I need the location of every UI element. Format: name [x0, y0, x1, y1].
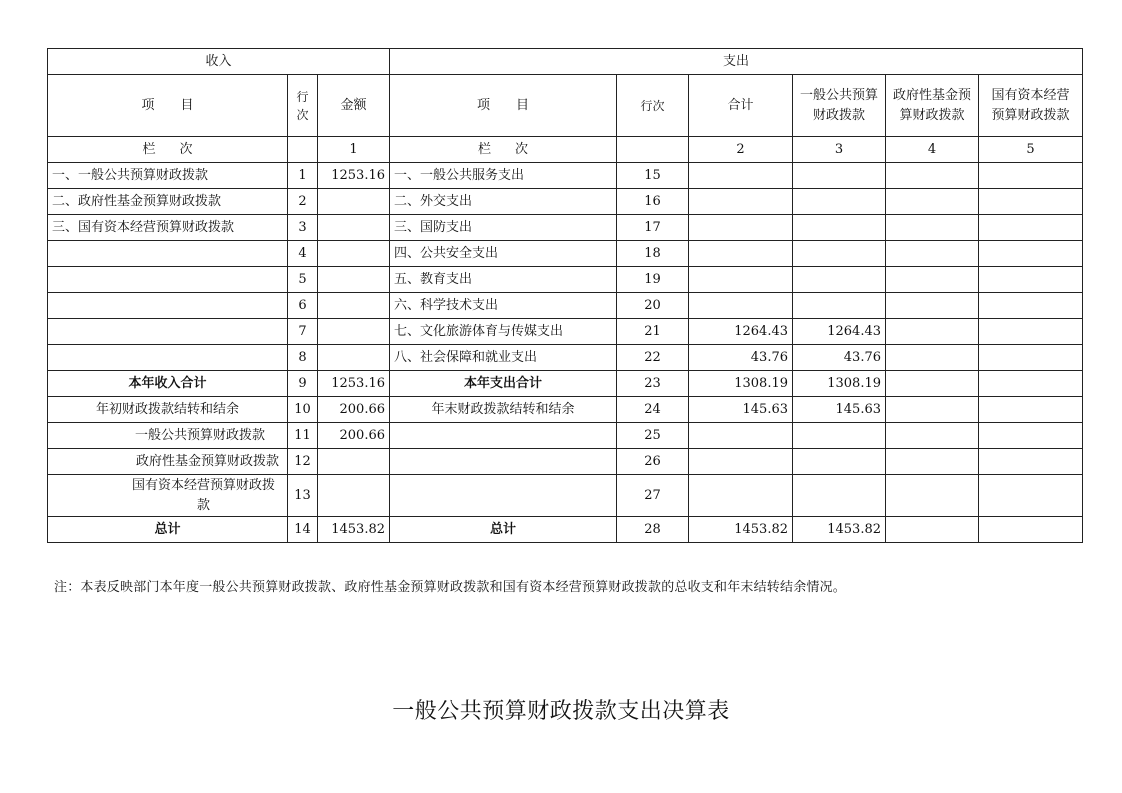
income-amount	[318, 345, 390, 371]
col-number-4: 4	[886, 137, 979, 163]
income-amount	[318, 215, 390, 241]
income-amount: 1253.16	[318, 371, 390, 397]
table-row	[48, 267, 1083, 293]
fund-budget-amount	[886, 241, 979, 267]
fund-budget-amount	[886, 449, 979, 475]
expense-item: 五、教育支出	[390, 267, 617, 293]
table-row	[48, 215, 1083, 241]
col-number-2: 2	[689, 137, 793, 163]
state-capital-amount	[979, 241, 1083, 267]
expense-item: 二、外交支出	[390, 189, 617, 215]
state-capital-amount	[979, 189, 1083, 215]
expense-total: 145.63	[689, 397, 793, 423]
income-row-no: 10	[288, 397, 318, 423]
expense-row-no: 17	[617, 215, 689, 241]
expense-item	[390, 475, 617, 517]
fund-budget-amount	[886, 345, 979, 371]
state-capital-amount	[979, 215, 1083, 241]
expense-total	[689, 241, 793, 267]
income-amount: 1453.82	[318, 517, 390, 543]
income-item	[48, 319, 288, 345]
income-row-no: 3	[288, 215, 318, 241]
fund-budget-amount	[886, 189, 979, 215]
expense-total	[689, 423, 793, 449]
income-column-label: 栏次	[48, 137, 288, 163]
fund-budget-amount	[886, 267, 979, 293]
general-budget-amount: 43.76	[793, 345, 886, 371]
state-capital-amount	[979, 293, 1083, 319]
state-capital-amount	[979, 423, 1083, 449]
income-item: 本年收入合计	[48, 371, 288, 397]
blank-cell	[288, 137, 318, 163]
state-capital-header: 国有资本经营预算财政拨款	[991, 87, 1070, 123]
income-item: 年初财政拨款结转和结余	[48, 397, 288, 423]
expense-row-no: 19	[617, 267, 689, 293]
general-budget-amount	[793, 241, 886, 267]
expense-total: 1308.19	[689, 371, 793, 397]
table-row	[48, 189, 1083, 215]
col-number-3: 3	[793, 137, 886, 163]
income-amount	[318, 189, 390, 215]
expense-item: 四、公共安全支出	[390, 241, 617, 267]
table-body	[48, 163, 1083, 543]
general-budget-amount	[793, 475, 886, 517]
fund-budget-amount	[886, 517, 979, 543]
expense-row-no: 25	[617, 423, 689, 449]
expense-column-label: 栏次	[390, 137, 617, 163]
general-budget-amount: 1453.82	[793, 517, 886, 543]
expense-total-header: 合计	[689, 75, 793, 137]
expense-item: 一、一般公共服务支出	[390, 163, 617, 189]
state-capital-amount	[979, 397, 1083, 423]
expense-total	[689, 163, 793, 189]
expense-total	[689, 449, 793, 475]
expense-item: 年末财政拨款结转和结余	[390, 397, 617, 423]
general-budget-amount: 145.63	[793, 397, 886, 423]
income-header: 收入	[48, 49, 390, 75]
expense-row-no: 22	[617, 345, 689, 371]
state-capital-amount	[979, 475, 1083, 517]
fund-budget-amount	[886, 215, 979, 241]
income-row-no: 2	[288, 189, 318, 215]
fund-budget-header: 政府性基金预算财政拨款	[892, 87, 971, 123]
expense-row-no: 27	[617, 475, 689, 517]
income-row-no: 6	[288, 293, 318, 319]
income-amount	[318, 449, 390, 475]
fund-budget-amount	[886, 423, 979, 449]
income-row-no: 9	[288, 371, 318, 397]
income-item: 一般公共预算财政拨款	[48, 423, 288, 449]
state-capital-amount	[979, 517, 1083, 543]
expense-total: 43.76	[689, 345, 793, 371]
income-item	[48, 241, 288, 267]
next-table-title: 一般公共预算财政拨款支出决算表	[392, 699, 730, 724]
income-item: 国有资本经营预算财政拨款	[48, 475, 288, 517]
general-budget-amount	[793, 189, 886, 215]
general-budget-amount	[793, 423, 886, 449]
income-row-no: 14	[288, 517, 318, 543]
expense-row-no: 15	[617, 163, 689, 189]
state-capital-amount	[979, 449, 1083, 475]
income-item-header: 项 目	[48, 75, 288, 137]
expense-total	[689, 189, 793, 215]
general-header-cell	[793, 75, 886, 137]
table-row	[48, 371, 1083, 397]
table-row	[48, 449, 1083, 475]
general-budget-amount: 1264.43	[793, 319, 886, 345]
blank-cell	[617, 137, 689, 163]
income-row-no: 4	[288, 241, 318, 267]
general-budget-amount: 1308.19	[793, 371, 886, 397]
table-row	[48, 163, 1083, 189]
header-row-top	[48, 49, 1083, 75]
income-row-no: 12	[288, 449, 318, 475]
expense-total	[689, 267, 793, 293]
income-item: 政府性基金预算财政拨款	[48, 449, 288, 475]
state-capital-amount	[979, 345, 1083, 371]
expense-total	[689, 293, 793, 319]
income-row-no-header: 行次	[296, 89, 309, 122]
table-row	[48, 423, 1083, 449]
general-budget-amount	[793, 267, 886, 293]
expense-item: 三、国防支出	[390, 215, 617, 241]
expense-row-no: 21	[617, 319, 689, 345]
general-budget-amount	[793, 449, 886, 475]
expense-row-no: 24	[617, 397, 689, 423]
income-item: 一、一般公共预算财政拨款	[48, 163, 288, 189]
expense-item	[390, 423, 617, 449]
expense-header: 支出	[390, 49, 1083, 75]
income-row-no: 7	[288, 319, 318, 345]
income-item: 三、国有资本经营预算财政拨款	[48, 215, 288, 241]
income-amount-header: 金额	[318, 75, 390, 137]
expense-row-no-header: 行次	[617, 75, 689, 137]
income-row-no: 1	[288, 163, 318, 189]
expense-row-no: 20	[617, 293, 689, 319]
state-capital-amount	[979, 319, 1083, 345]
income-amount	[318, 293, 390, 319]
expense-item: 八、社会保障和就业支出	[390, 345, 617, 371]
table-row	[48, 397, 1083, 423]
expense-row-no: 23	[617, 371, 689, 397]
fund-budget-amount	[886, 475, 979, 517]
state-header-cell	[979, 75, 1083, 137]
general-budget-header: 一般公共预算财政拨款	[799, 87, 878, 123]
state-capital-amount	[979, 163, 1083, 189]
expense-row-no: 26	[617, 449, 689, 475]
fund-budget-amount	[886, 163, 979, 189]
income-item	[48, 267, 288, 293]
expense-item: 本年支出合计	[390, 371, 617, 397]
income-item: 二、政府性基金预算财政拨款	[48, 189, 288, 215]
table-row	[48, 241, 1083, 267]
fund-budget-amount	[886, 371, 979, 397]
income-row-no: 8	[288, 345, 318, 371]
expense-item: 六、科学技术支出	[390, 293, 617, 319]
general-budget-amount	[793, 293, 886, 319]
table-note: 注：本表反映部门本年度一般公共预算财政拨款、政府性基金预算财政拨款和国有资本经营预算财政拨款的总收支和年末结转结余情况。	[54, 580, 847, 595]
table-row	[48, 475, 1083, 517]
col-number-1: 1	[318, 137, 390, 163]
expense-row-no: 18	[617, 241, 689, 267]
expense-total: 1453.82	[689, 517, 793, 543]
expense-row-no: 28	[617, 517, 689, 543]
header-row-columns	[48, 75, 1083, 137]
income-amount: 200.66	[318, 397, 390, 423]
state-capital-amount	[979, 371, 1083, 397]
income-amount	[318, 241, 390, 267]
fund-budget-amount	[886, 397, 979, 423]
expense-item: 总计	[390, 517, 617, 543]
budget-summary-table	[47, 48, 1083, 543]
income-amount	[318, 267, 390, 293]
income-item	[48, 293, 288, 319]
income-row-no: 11	[288, 423, 318, 449]
table-row	[48, 319, 1083, 345]
general-budget-amount	[793, 215, 886, 241]
general-budget-amount	[793, 163, 886, 189]
table-row	[48, 293, 1083, 319]
expense-total	[689, 215, 793, 241]
expense-total	[689, 475, 793, 517]
income-amount: 1253.16	[318, 163, 390, 189]
table-row	[48, 345, 1083, 371]
income-item: 总计	[48, 517, 288, 543]
fund-budget-amount	[886, 293, 979, 319]
expense-item: 七、文化旅游体育与传媒支出	[390, 319, 617, 345]
column-number-row	[48, 137, 1083, 163]
expense-row-no: 16	[617, 189, 689, 215]
income-row-no-header-cell	[288, 75, 318, 137]
income-row-no: 13	[288, 475, 318, 517]
fund-budget-amount	[886, 319, 979, 345]
income-amount: 200.66	[318, 423, 390, 449]
expense-item	[390, 449, 617, 475]
income-amount	[318, 319, 390, 345]
income-amount	[318, 475, 390, 517]
col-number-5: 5	[979, 137, 1083, 163]
state-capital-amount	[979, 267, 1083, 293]
expense-item-header: 项 目	[390, 75, 617, 137]
fund-header-cell	[886, 75, 979, 137]
expense-total: 1264.43	[689, 319, 793, 345]
income-item	[48, 345, 288, 371]
income-row-no: 5	[288, 267, 318, 293]
table-row	[48, 517, 1083, 543]
